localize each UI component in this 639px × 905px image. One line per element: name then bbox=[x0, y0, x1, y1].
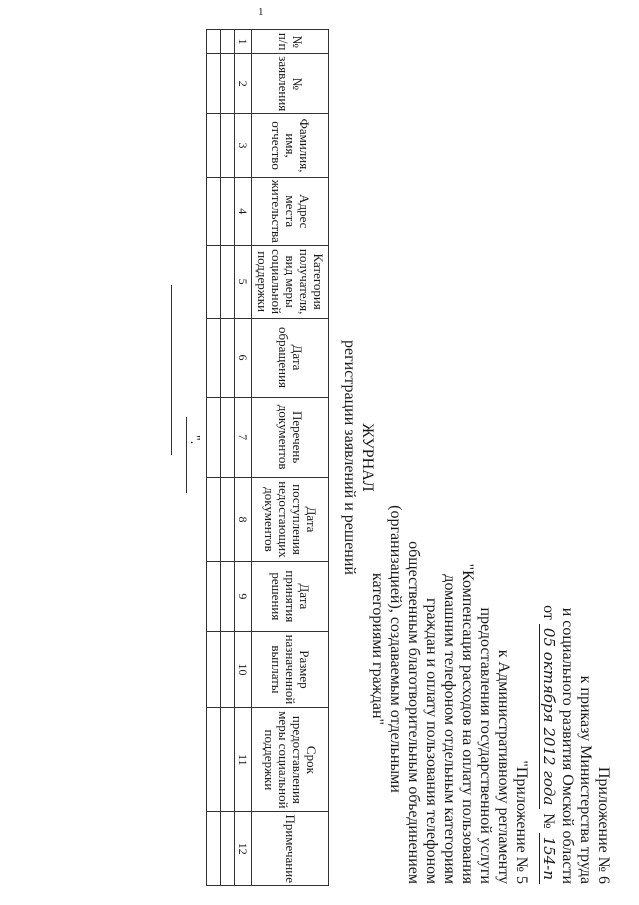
table-cell bbox=[207, 30, 221, 54]
column-number-cell: 9 bbox=[235, 562, 252, 631]
empty-table-row bbox=[207, 30, 221, 886]
journal-subtitle: регистрации заявлений и решений bbox=[341, 340, 358, 575]
table-cell bbox=[207, 177, 221, 245]
table-cell bbox=[207, 318, 221, 397]
closing-quote: ". bbox=[187, 435, 202, 445]
table-cell bbox=[207, 397, 221, 477]
header-cell: Адрес места жительства bbox=[252, 177, 329, 245]
table-cell bbox=[221, 397, 235, 477]
appendix-5-service-name-1: "Компенсация расходов на оплату пользования bbox=[459, 563, 476, 884]
appendix-6-ministry-line: и социального развития Омской области bbox=[559, 607, 576, 884]
header-cell: Перечень документов bbox=[252, 397, 329, 477]
rotated-document-content bbox=[12, 25, 612, 890]
column-number-cell: 6 bbox=[235, 318, 252, 397]
table-cell bbox=[207, 477, 221, 561]
table-cell bbox=[221, 708, 235, 812]
appendix-5-service-line: предоставления государственной услуги bbox=[477, 607, 494, 884]
table-cell bbox=[221, 177, 235, 245]
header-cell: Категория получателя, вид меры социальной поддержки bbox=[252, 245, 329, 318]
table-header-row bbox=[252, 30, 329, 886]
column-number-row bbox=[235, 30, 252, 886]
header-cell: Дата поступления недостающих документов bbox=[252, 477, 329, 561]
column-number-cell: 7 bbox=[235, 397, 252, 477]
journal-title: ЖУРНАЛ bbox=[359, 423, 376, 492]
column-number-cell: 2 bbox=[235, 54, 252, 114]
column-number-cell: 5 bbox=[235, 245, 252, 318]
table-cell bbox=[207, 54, 221, 114]
appendix-5-service-name-4: общественным благотворительным объединением bbox=[405, 541, 422, 884]
table-cell bbox=[221, 562, 235, 631]
header-cell: Дата принятия решения bbox=[252, 562, 329, 631]
appendix-6-date-line bbox=[539, 524, 558, 884]
handwritten-order-number: 154-п bbox=[539, 833, 558, 884]
separator-line bbox=[171, 285, 172, 455]
separator-line bbox=[186, 417, 187, 493]
date-prefix: от bbox=[540, 605, 557, 620]
header-cell: № п/п bbox=[252, 30, 329, 54]
handwritten-date: 05 октября 2012 года bbox=[539, 624, 558, 809]
column-number-cell: 1 bbox=[235, 30, 252, 54]
table-cell bbox=[207, 631, 221, 708]
column-number-cell: 10 bbox=[235, 631, 252, 708]
appendix-6-order-line: к приказу Министерства труда bbox=[577, 675, 594, 884]
appendix-5-service-name-5: (организацией), создаваемым отдельными bbox=[387, 505, 404, 793]
appendix-6-title: Приложение № 6 bbox=[595, 766, 612, 884]
table-cell bbox=[221, 318, 235, 397]
table-cell bbox=[221, 54, 235, 114]
empty-table-row bbox=[221, 30, 235, 886]
table-cell bbox=[207, 245, 221, 318]
table-cell bbox=[221, 114, 235, 178]
column-number-cell: 3 bbox=[235, 114, 252, 178]
table-cell bbox=[207, 562, 221, 631]
table-cell bbox=[207, 708, 221, 812]
column-number-cell: 11 bbox=[235, 708, 252, 812]
appendix-5-service-name-3: граждан и оплату пользования телефоном bbox=[423, 597, 440, 884]
appendix-5-regulation-line: к Административному регламенту bbox=[495, 649, 512, 884]
table-cell bbox=[221, 477, 235, 561]
table-cell bbox=[221, 631, 235, 708]
header-cell: № заявления bbox=[252, 54, 329, 114]
appendix-6-header bbox=[539, 524, 612, 884]
registration-table bbox=[206, 29, 329, 886]
appendix-5-header bbox=[368, 414, 530, 884]
table-cell bbox=[207, 812, 221, 886]
header-cell: Размер назначенной выплаты bbox=[252, 631, 329, 708]
table-cell bbox=[221, 30, 235, 54]
column-number-cell: 12 bbox=[235, 812, 252, 886]
header-cell: Срок предоставления меры социальной поддержки bbox=[252, 708, 329, 812]
journal-heading bbox=[340, 25, 376, 890]
header-cell: Примечание bbox=[252, 812, 329, 886]
page-number: 1 bbox=[258, 6, 264, 18]
appendix-5-service-name-2: домашним телефоном отдельным категориям bbox=[441, 574, 458, 884]
header-cell: Фамилия, имя, отчество bbox=[252, 114, 329, 178]
appendix-5-service-name-6: категориями граждан" bbox=[369, 572, 386, 726]
number-prefix: № bbox=[540, 813, 557, 829]
table-cell bbox=[221, 245, 235, 318]
column-number-cell: 8 bbox=[235, 477, 252, 561]
column-number-cell: 4 bbox=[235, 177, 252, 245]
header-cell: Дата обращения bbox=[252, 318, 329, 397]
table-cell bbox=[221, 812, 235, 886]
appendix-5-title: "Приложение № 5 bbox=[513, 760, 530, 884]
table-cell bbox=[207, 114, 221, 178]
